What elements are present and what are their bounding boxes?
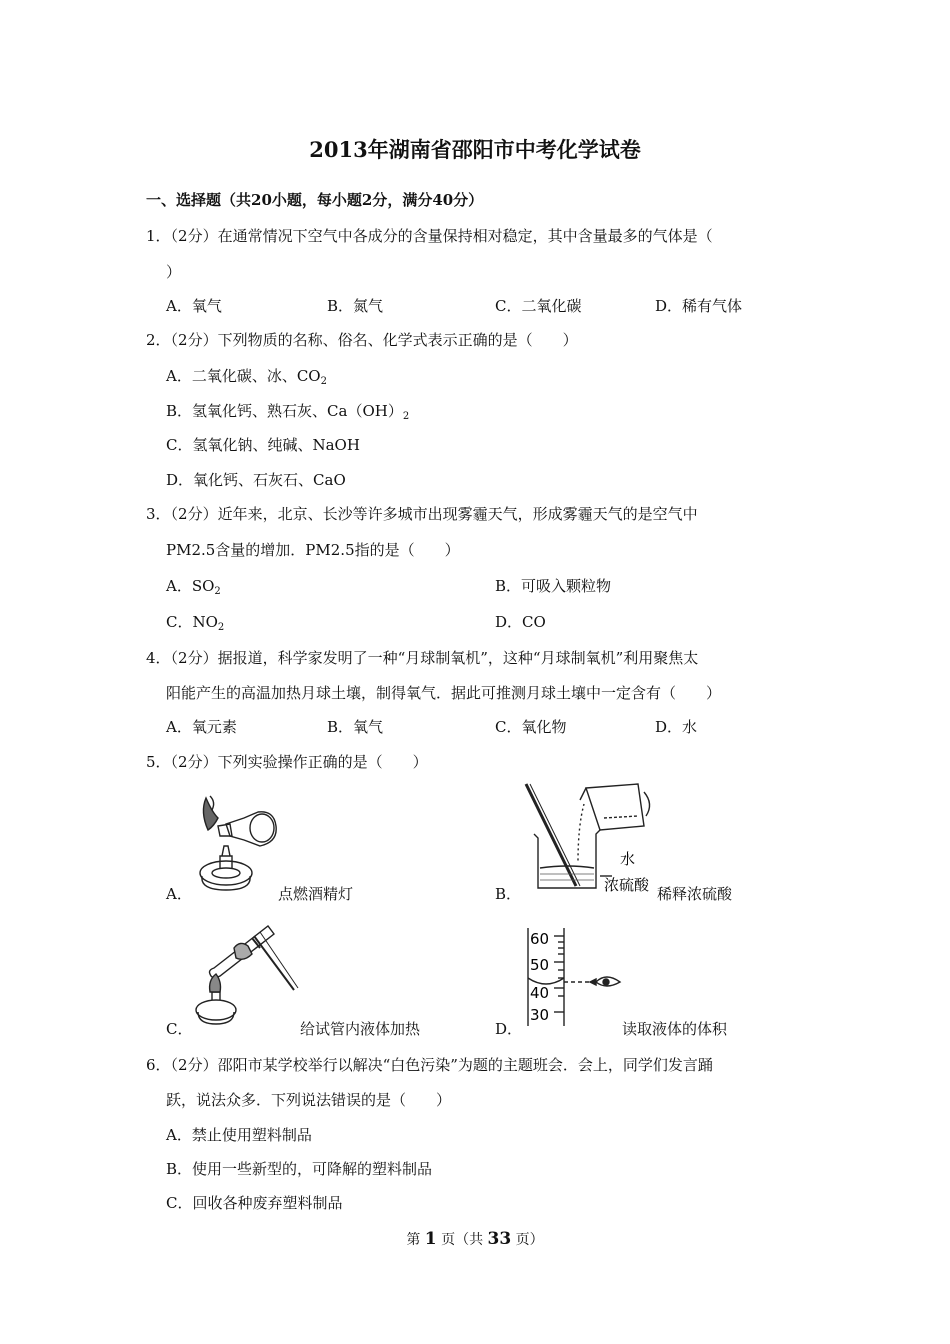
option-text: C．NO: [166, 613, 218, 631]
subscript: 2: [402, 411, 410, 422]
alcohol-lamp-lighting-figure: [188, 790, 288, 895]
option-b-caption: 稀释浓硫酸: [657, 885, 733, 903]
option-a-letter: A．: [166, 885, 192, 903]
footer-suffix: 页）: [511, 1232, 544, 1248]
option-c: C．二氧化碳: [495, 297, 582, 315]
option-text: C．氢氧化钠、纯碱、NaOH: [166, 436, 360, 454]
option-c-letter: C．: [166, 1020, 193, 1038]
scale-60: 60: [530, 930, 550, 948]
scale-50: 50: [530, 956, 550, 974]
question-2: [146, 329, 578, 350]
question-1-continuation: ）: [166, 263, 182, 281]
scale-40: 40: [530, 984, 550, 1002]
option-d: [495, 611, 546, 632]
option-b-letter: B．: [495, 885, 522, 903]
question-text: （2分）下列物质的名称、俗名、化学式表示正确的是（ ）: [170, 331, 578, 349]
question-3-continuation: PM2.5含量的增加．PM2.5指的是（ ）: [166, 541, 460, 559]
question-6: [146, 1054, 713, 1075]
question-1: [146, 225, 713, 246]
option-a-caption: 点燃酒精灯: [278, 885, 354, 903]
footer-prefix: 第: [406, 1232, 425, 1248]
option-a: A．氧元素: [166, 718, 237, 736]
option-c: [166, 611, 224, 633]
option-text: B．氢氧化钙、熟石灰、Ca（OH）: [166, 402, 403, 420]
water-label: 水: [620, 850, 636, 868]
subscript: 2: [214, 586, 221, 597]
option-d: D．水: [655, 718, 698, 736]
option-d-letter: D．: [495, 1020, 523, 1038]
option-d-caption: 读取液体的体积: [622, 1020, 728, 1038]
question-number: 4．: [146, 649, 171, 667]
heat-test-tube-figure: [190, 918, 305, 1028]
question-number: 1．: [146, 227, 171, 245]
question-number: 3．: [146, 505, 171, 523]
read-volume-figure: [524, 926, 624, 1028]
option-text: A．二氧化碳、冰、CO: [166, 367, 321, 385]
question-4-continuation: 阳能产生的高温加热月球土壤，制得氧气．据此可推测月球土壤中一定含有（ ）: [166, 684, 722, 702]
question-3: [146, 503, 698, 524]
total-pages: 33: [487, 1229, 512, 1249]
option-d: [166, 469, 346, 490]
option-b: [166, 400, 409, 422]
question-text: （2分）邵阳市某学校举行以解决“白色污染”为题的主题班会．会上，同学们发言踊: [170, 1056, 713, 1074]
question-number: 5．: [146, 753, 171, 771]
question-number: 2．: [146, 331, 171, 349]
question-text: （2分）近年来，北京、长沙等许多城市出现雾霾天气，形成雾霾天气的是空气中: [170, 505, 698, 523]
option-c: C．回收各种废弃塑料制品: [166, 1194, 343, 1212]
option-a: A．氧气: [166, 297, 222, 315]
question-text: （2分）在通常情况下空气中各成分的含量保持相对稳定，其中含量最多的气体是（: [170, 227, 713, 245]
dilute-sulfuric-acid-figure: [520, 782, 660, 894]
option-a: A．禁止使用塑料制品: [166, 1126, 312, 1144]
option-text: A．SO: [166, 577, 215, 595]
option-b: B．氮气: [327, 297, 384, 315]
question-4: [146, 647, 698, 668]
question-text: （2分）据报道，科学家发明了一种“月球制氧机”，这种“月球制氧机”利用聚焦太: [170, 649, 699, 667]
option-c: C．氧化物: [495, 718, 567, 736]
question-5: [146, 751, 428, 772]
acid-label: 浓硫酸: [604, 876, 650, 894]
footer-middle: 页（共: [436, 1232, 488, 1248]
option-a: [166, 365, 327, 387]
question-6-continuation: 跃，说法众多．下列说法错误的是（ ）: [166, 1091, 452, 1109]
option-text: B．可吸入颗粒物: [495, 577, 612, 595]
page-footer: [0, 1229, 950, 1249]
option-c-caption: 给试管内液体加热: [300, 1020, 421, 1038]
section-heading: 一、选择题（共20小题，每小题2分，满分40分）: [146, 191, 484, 209]
option-d: D．稀有气体: [655, 297, 743, 315]
subscript: 2: [217, 622, 225, 633]
scale-30: 30: [530, 1006, 550, 1024]
option-b: B．氧气: [327, 718, 384, 736]
subscript: 2: [320, 376, 327, 387]
option-b: [495, 575, 611, 596]
question-text: （2分）下列实验操作正确的是（ ）: [170, 753, 428, 771]
page-number: 1: [424, 1229, 437, 1249]
question-number: 6．: [146, 1056, 171, 1074]
page-title: 2013年湖南省邵阳市中考化学试卷: [309, 137, 641, 162]
option-text: D．氧化钙、石灰石、CaO: [166, 471, 346, 489]
option-text: D．CO: [495, 613, 546, 631]
option-b: B．使用一些新型的，可降解的塑料制品: [166, 1160, 433, 1178]
option-c: [166, 434, 360, 455]
option-a: [166, 575, 221, 597]
